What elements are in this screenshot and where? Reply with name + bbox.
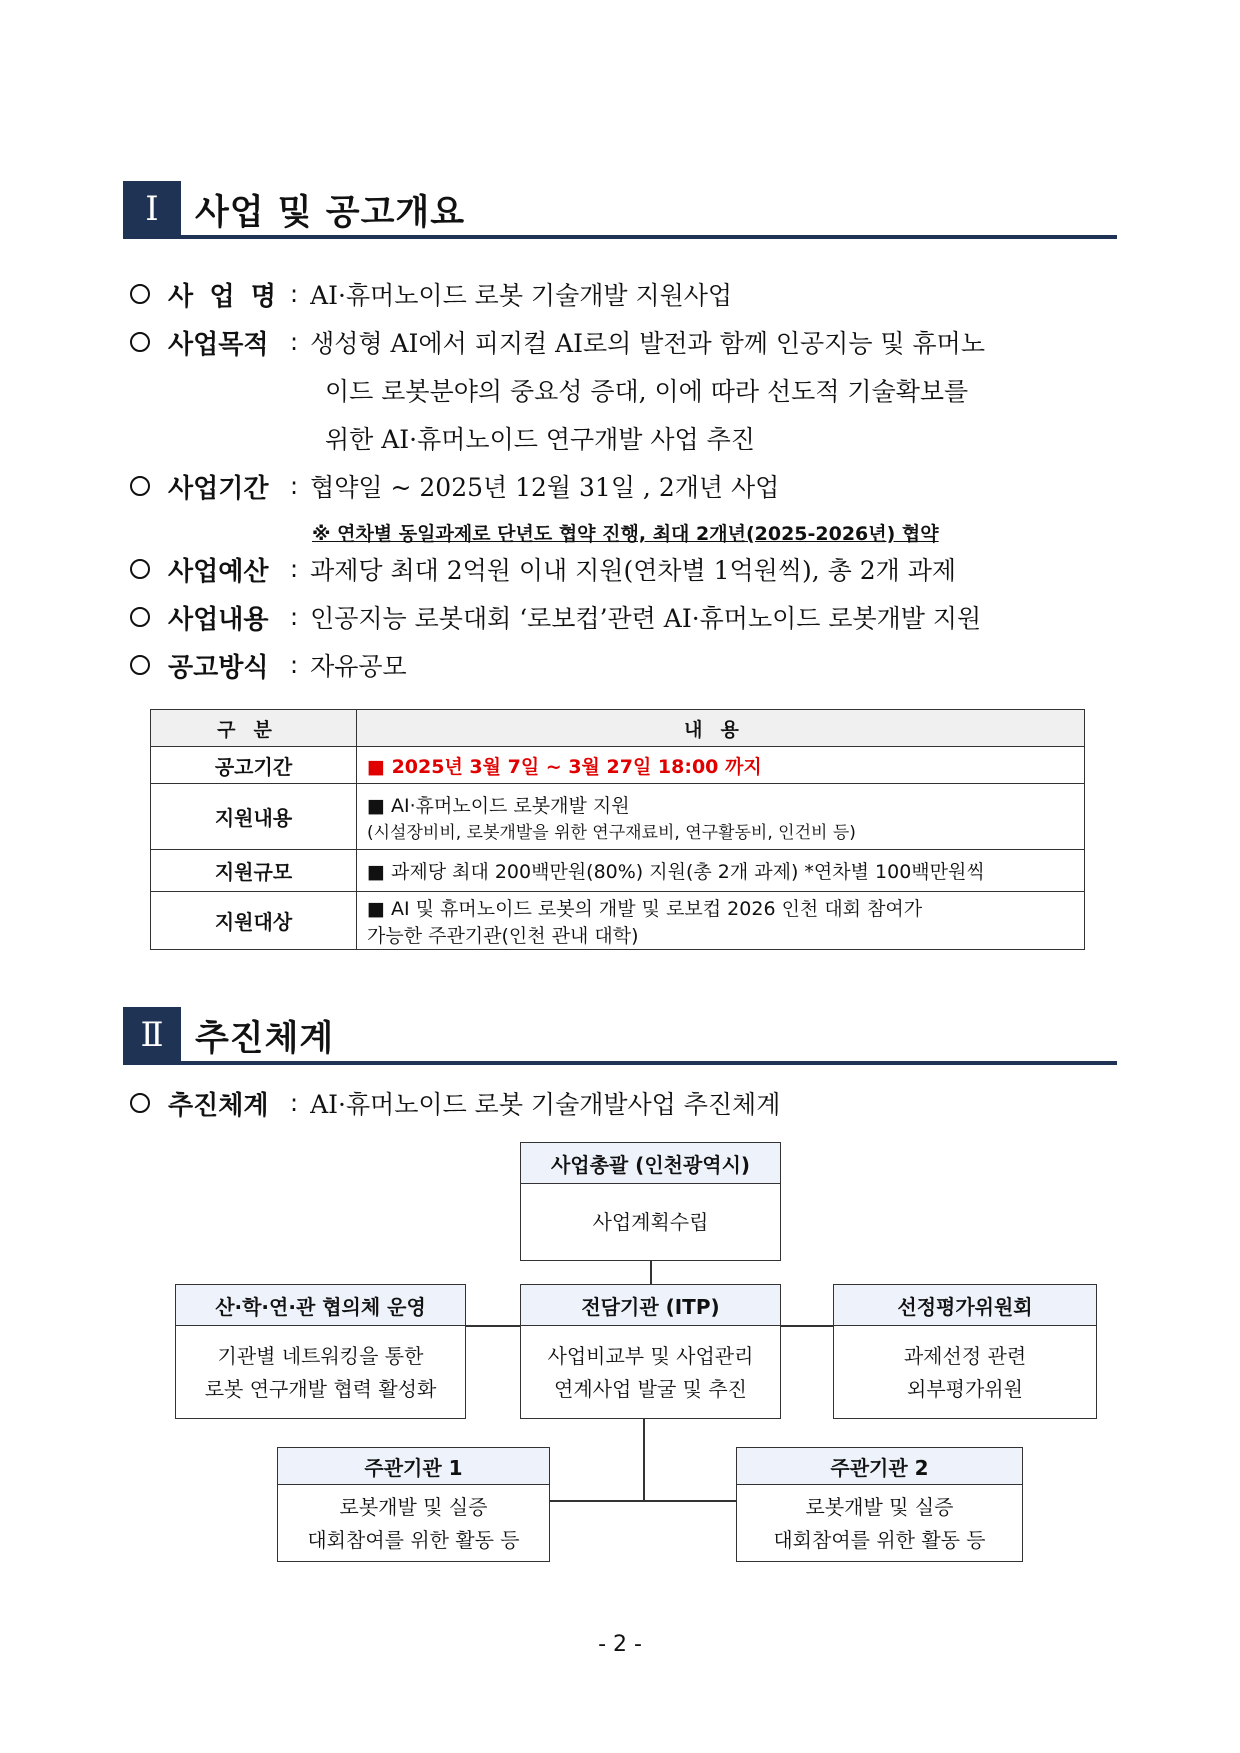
- item-label: 사업예산: [168, 556, 269, 587]
- overview-item-name: 사 업 명 : AI·휴머노이드 로봇 기술개발 지원사업: [130, 274, 732, 314]
- item-value: 생성형 AI에서 피지컬 AI로의 발전과 함께 인공지능 및 휴머노: [310, 329, 985, 358]
- org-box-text: 연계사업 발굴 및 추진: [554, 1376, 747, 1401]
- item-value: 협약일 ~ 2025년 12월 31일 , 2개년 사업: [310, 473, 780, 502]
- row-key: 지원규모: [151, 850, 357, 892]
- org-box-text: 로봇개발 및 실증: [339, 1494, 488, 1519]
- circle-bullet-icon: [130, 284, 150, 304]
- overview-item-content: 사업내용 : 인공지능 로봇대회 ‘로보컵’관련 AI·휴머노이드 로봇개발 지원: [130, 597, 981, 637]
- org-box-title: 주관기관 1: [278, 1448, 549, 1485]
- item-label: 추진체계: [168, 1090, 269, 1121]
- org-box-committee: [833, 1284, 1097, 1419]
- org-box-text: 로봇 연구개발 협력 활성화: [204, 1376, 437, 1401]
- item-label: 사업목적: [168, 329, 269, 360]
- org-box-text: 대회참여를 위한 활동 등: [307, 1527, 520, 1552]
- table-row: [151, 784, 1085, 850]
- item-value: 자유공모: [310, 652, 407, 681]
- announcement-table: [150, 709, 1085, 950]
- item-label: 사업기간: [168, 473, 269, 504]
- circle-bullet-icon: [130, 476, 150, 496]
- circle-bullet-icon: [130, 332, 150, 352]
- org-box-title: 산·학·연·관 협의체 운영: [176, 1285, 465, 1326]
- row-value: ■ AI 및 휴머노이드 로봇의 개발 및 로보컵 2026 인천 대회 참여가: [367, 897, 923, 920]
- section-number: Ⅱ: [123, 1007, 181, 1063]
- connector-line: [549, 1500, 737, 1502]
- circle-bullet-icon: [130, 1093, 150, 1113]
- overview-item-purpose: 사업목적 : 생성형 AI에서 피지컬 AI로의 발전과 함께 인공지능 및 휴머노: [130, 322, 985, 362]
- org-box-text: 대회참여를 위한 활동 등: [773, 1527, 986, 1552]
- org-box-title: 선정평가위원회: [834, 1285, 1096, 1326]
- overview-item-budget: 사업예산 : 과제당 최대 2억원 이내 지원(연차별 1억원씩), 총 2개 과제: [130, 549, 956, 589]
- org-box-lead-institution-1: [277, 1447, 550, 1562]
- item-label: 사업내용: [168, 604, 269, 635]
- table-row: [151, 747, 1085, 784]
- item-value: 인공지능 로봇대회 ‘로보컵’관련 AI·휴머노이드 로봇개발 지원: [310, 604, 982, 633]
- org-box-title: 주관기관 2: [737, 1448, 1022, 1485]
- row-value: ■ 과제당 최대 200백만원(80%) 지원(총 2개 과제) *연차별 100백만원씩: [357, 850, 1085, 892]
- section-divider: [123, 235, 1117, 239]
- org-box-title: 전담기관 (ITP): [521, 1285, 780, 1326]
- org-box-text: 기관별 네트워킹을 통한: [217, 1343, 424, 1368]
- org-box-headquarters: [520, 1142, 781, 1261]
- org-box-lead-institution-2: [736, 1447, 1023, 1562]
- section-number: Ⅰ: [123, 181, 181, 237]
- row-value-detail: (시설장비비, 로봇개발을 위한 연구재료비, 연구활동비, 인건비 등): [367, 822, 856, 843]
- org-box-text: 사업비교부 및 사업관리: [547, 1343, 754, 1368]
- connector-line: [643, 1419, 645, 1501]
- row-value: ■ 2025년 3월 7일 ~ 3월 27일 18:00 까지: [367, 755, 762, 778]
- table-row: [151, 850, 1085, 892]
- section-title: 사업 및 공고개요: [195, 193, 466, 233]
- connector-line: [779, 1325, 834, 1327]
- structure-item: 추진체계 : AI·휴머노이드 로봇 기술개발사업 추진체계: [130, 1083, 780, 1123]
- org-box-text: 과제선정 관련: [903, 1343, 1027, 1368]
- org-box-text: 외부평가위원: [907, 1376, 1023, 1401]
- table-header-row: [151, 710, 1085, 747]
- section-title: 추진체계: [195, 1019, 335, 1059]
- circle-bullet-icon: [130, 559, 150, 579]
- row-key: 지원대상: [151, 892, 357, 950]
- org-box-text: 사업계획수립: [592, 1210, 709, 1234]
- item-label: 공고방식: [168, 652, 269, 683]
- item-value-continued: 위한 AI·휴머노이드 연구개발 사업 추진: [325, 425, 755, 454]
- item-value: 과제당 최대 2억원 이내 지원(연차별 1억원씩), 총 2개 과제: [310, 556, 956, 585]
- connector-line: [465, 1325, 521, 1327]
- row-key: 공고기간: [151, 747, 357, 784]
- period-note: ※ 연차별 동일과제로 단년도 협약 진행, 최대 2개년(2025-2026년) 협약: [312, 523, 939, 545]
- item-value: AI·휴머노이드 로봇 기술개발 지원사업: [310, 281, 733, 310]
- connector-line: [650, 1260, 652, 1284]
- item-value: AI·휴머노이드 로봇 기술개발사업 추진체계: [310, 1090, 781, 1119]
- row-value-detail: 가능한 주관기관(인천 관내 대학): [367, 924, 639, 947]
- table-header: 구분: [151, 710, 357, 747]
- row-key: 지원내용: [151, 784, 357, 850]
- row-value: ■ AI·휴머노이드 로봇개발 지원: [367, 794, 630, 817]
- org-box-text: 로봇개발 및 실증: [805, 1494, 954, 1519]
- org-box-title: 사업총괄 (인천광역시): [521, 1143, 780, 1184]
- circle-bullet-icon: [130, 655, 150, 675]
- item-label: 사 업 명: [168, 281, 276, 312]
- table-header: 내용: [357, 710, 1085, 747]
- section-divider: [123, 1061, 1117, 1065]
- org-box-council: [175, 1284, 466, 1419]
- table-row: [151, 892, 1085, 950]
- org-box-itp: [520, 1284, 781, 1419]
- page-number: - 2 -: [598, 1632, 642, 1657]
- overview-item-method: 공고방식 : 자유공모: [130, 645, 407, 685]
- overview-item-period: 사업기간 : 협약일 ~ 2025년 12월 31일 , 2개년 사업: [130, 466, 779, 506]
- circle-bullet-icon: [130, 607, 150, 627]
- item-value-continued: 이드 로봇분야의 중요성 증대, 이에 따라 선도적 기술확보를: [325, 377, 969, 406]
